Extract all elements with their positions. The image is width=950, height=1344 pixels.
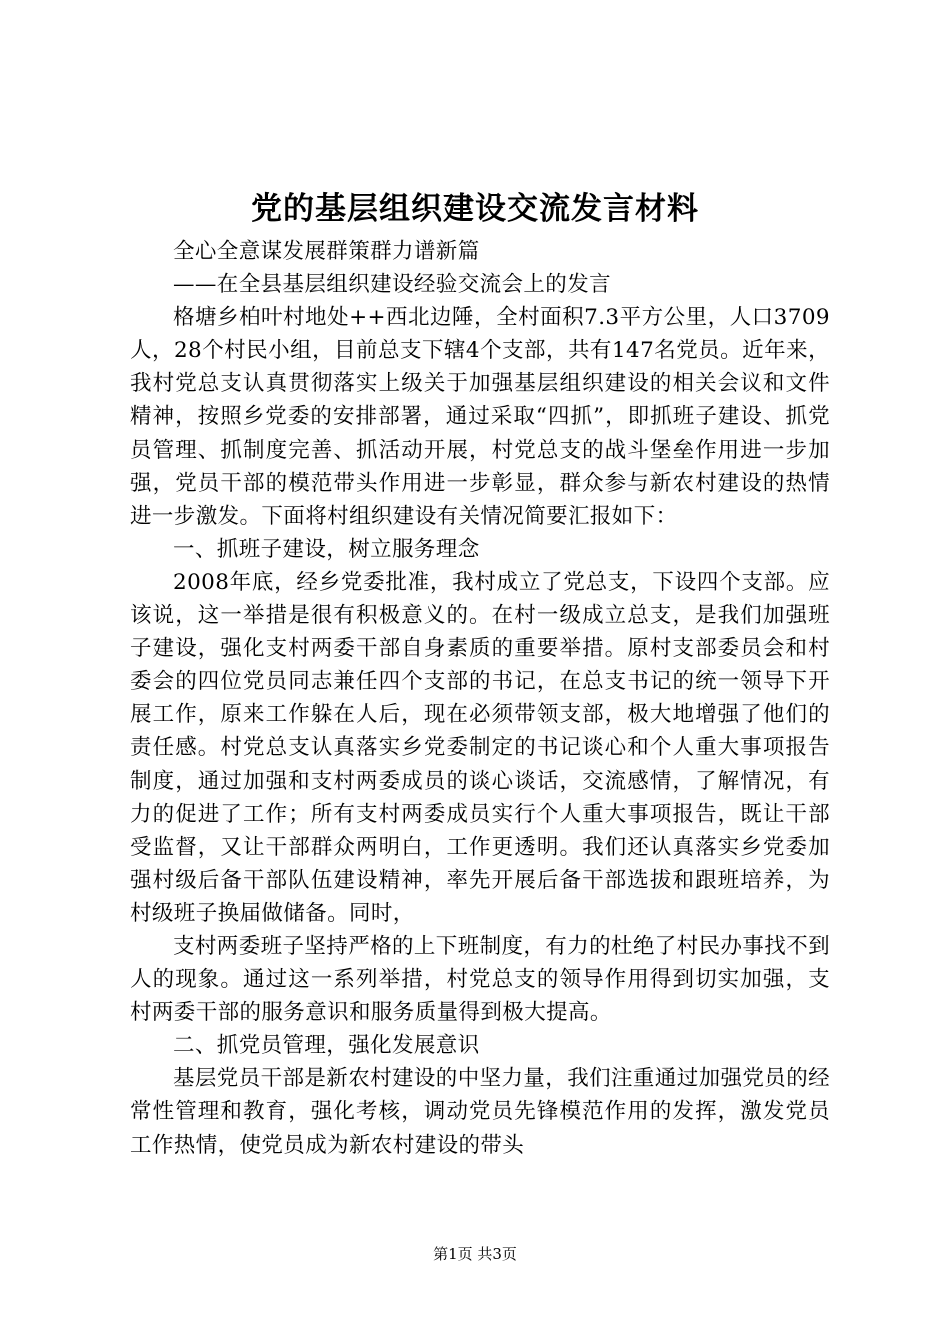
section-heading: 一、抓班子建设，树立服务理念 [173,536,480,562]
subtitle-occasion: ——在全县基层组织建设经验交流会上的发言 [173,272,612,298]
body-paragraph: 支村两委班子坚持严格的上下班制度，有力的杜绝了村民办事找不到人的现象。通过这一系列举措，村党总支的领导作用得到切实加强，支村两委干部的服务意识和服务质量得到极大提高。 [130,933,831,1026]
body-paragraph: 基层党员干部是新农村建设的中坚力量，我们注重通过加强党员的经常性管理和教育，强化考核，调动党员先锋模范作用的发挥，激发党员工作热情，使党员成为新农村建设的带头 [130,1066,831,1158]
document-body [130,235,830,1162]
subtitle: 全心全意谋发展群策群力谱新篇 [173,239,480,264]
page-number-footer: 第1页 共3页 [433,1245,517,1263]
section-heading: 二、抓党员管理，强化发展意识 [173,1033,480,1059]
document-title: 党的基层组织建设交流发言材料 [251,191,699,227]
body-paragraph: 格塘乡柏叶村地处++西北边陲，全村面积7.3平方公里，人口3709人，28个村民小组，目前总支下辖4个支部，共有147名党员。近年来，我村党总支认真贯彻落实上级关于加强基层组织建设的相关会议和文件精神，按照乡党委的安排部署，通过采取“四抓”，即抓班子建设、抓党员管理、抓制度完善、抓活动开展，村党总支的战斗堡垒作用进一步加强，党员干部的模范带头作用进一步彰显，群众参与新农村建设的热情进一步激发。下面将村组织建设有关情况简要汇报如下： [130,305,830,529]
body-paragraph: 2008年底，经乡党委批准，我村成立了党总支，下设四个支部。应该说，这一举措是很有积极意义的。在村一级成立总支，是我们加强班子建设，强化支村两委干部自身素质的重要举措。原村支部委员会和村委会的四位党员同志兼任四个支部的书记，在总支书记的统一领导下开展工作，原来工作躲在人后，现在必须带领支部，极大地增强了他们的责任感。村党总支认真落实乡党委制定的书记谈心和个人重大事项报告制度，通过加强和支村两委成员的谈心谈话，交流感情，了解情况，有力的促进了工作；所有支村两委成员实行个人重大事项报告，既让干部受监督，又让干部群众两明白，工作更透明。我们还认真落实乡党委加强村级后备干部队伍建设精神，率先开展后备干部选拔和跟班培养，为村级班子换届做储备。同时， [130,569,830,926]
